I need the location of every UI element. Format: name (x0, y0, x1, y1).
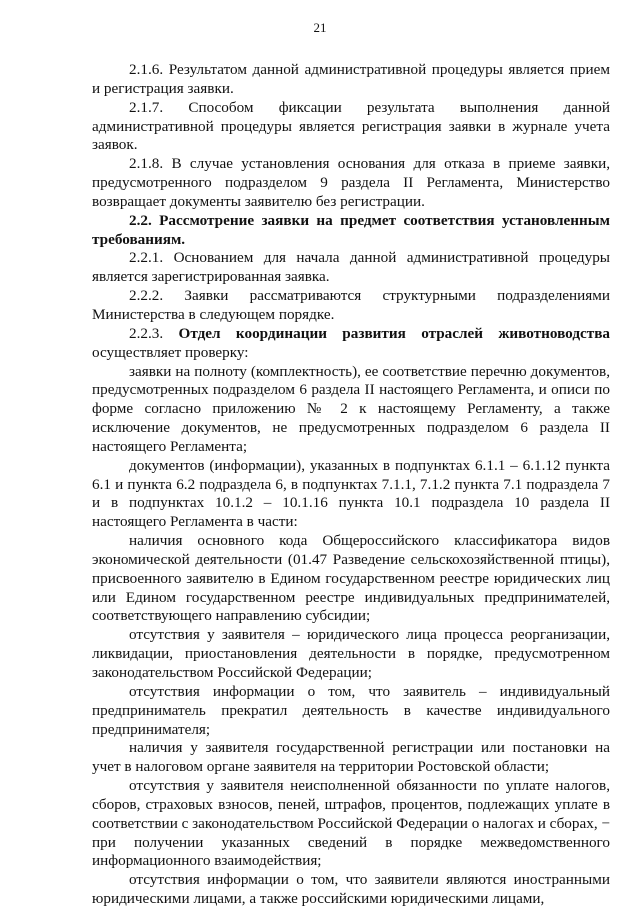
check-item-registration: наличия у заявителя государственной регистрации или постановки на учет в налоговом органе заявителя на территории Ростовской области; (92, 739, 610, 776)
check-item-reorganization: отсутствия у заявителя – юридического лица процесса реорганизации, ликвидации, приостановления деятельности в порядке, предусмотренном законодательством Российской Федерации; (92, 626, 610, 681)
check-item-foreign-entities: отсутствия информации о том, что заявители являются иностранными юридическими лицами, а также российскими юридическими лицами, (92, 871, 610, 908)
check-item-completeness: заявки на полноту (комплектность), ее соответствие перечню документов, предусмотренных подразделом 6 раздела II настоящего Регламента, и описи по форме согласно приложению № 2 к настоящему Регламенту, а также исключение документов, не предусмотренных подразделом 6 раздела II настоящего Регламента; (92, 362, 610, 455)
paragraph-2-2-2: 2.2.2. Заявки рассматриваются структурными подразделениями Министерства в следующем порядке. (92, 287, 610, 323)
document-body (92, 61, 610, 909)
page-number: 21 (313, 20, 327, 35)
check-item-tax-debt: отсутствия у заявителя неисполненной обязанности по уплате налогов, сборов, страховых взносов, пеней, штрафов, процентов, подлежащих уплате в соответствии с законодательством Российской Федерации о налогах и сборах, − при получении указанных сведений в порядке межведомственного информационного взаимодействия; (92, 777, 610, 870)
check-item-okved: наличия основного кода Общероссийского классификатора видов экономической деятельности (01.47 Разведение сельскохозяйственной птицы), присвоенного заявителю в Едином государственном реестре юридических лиц или Едином государственном реестре индивидуальных предпринимателей, соответствующего направлению субсидии; (92, 532, 610, 625)
check-item-entrepreneur: отсутствия информации о том, что заявитель – индивидуальный предприниматель прекратил деятельность в качестве индивидуального предпринимателя; (92, 682, 610, 738)
paragraph-2-1-6: 2.1.6. Результатом данной административной процедуры является прием и регистрация заявки. (92, 61, 610, 97)
paragraph-2-2-3-rest: осуществляет проверку: (92, 343, 249, 361)
paragraph-2-1-8: 2.1.8. В случае установления основания для отказа в приеме заявки, предусмотренного подразделом 9 раздела II Регламента, Министерство возвращает документы заявителю без регистрации. (92, 155, 610, 210)
section-heading-2-2: 2.2. Рассмотрение заявки на предмет соответствия установленным требованиям. (92, 211, 610, 248)
paragraph-2-2-3-number: 2.2.3. (129, 324, 179, 342)
paragraph-2-2-1: 2.2.1. Основанием для начала данной административной процедуры является зарегистрированная заявка. (92, 249, 610, 286)
paragraph-2-1-7: 2.1.7. Способом фиксации результата выполнения данной административной процедуры является регистрация заявки в журнале учета заявок. (92, 98, 610, 154)
check-item-documents: документов (информации), указанных в подпунктах 6.1.1 – 6.1.12 пункта 6.1 и пункта 6.2 подраздела 6, в подпунктах 7.1.1, 7.1.2 пункта 7.1 подраздела 7 и в подпунктах 10.1.2 – 10.1.16 пункта 10.1 подраздела 10 раздела II настоящего Регламента в части: (92, 456, 610, 531)
department-name: Отдел координации развития отраслей животноводства (178, 324, 610, 342)
paragraph-2-2-3 (92, 325, 610, 363)
